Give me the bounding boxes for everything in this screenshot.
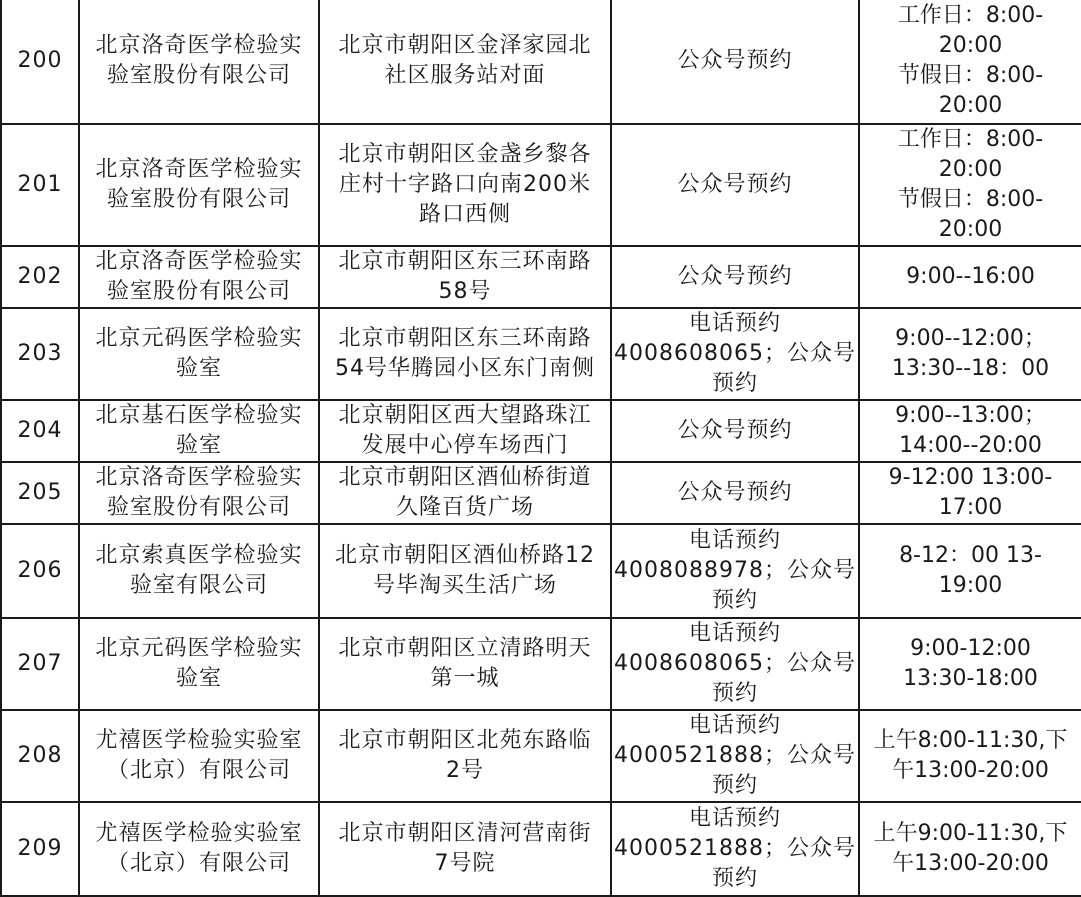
hours-line: 节假日：8:00-: [897, 187, 1044, 212]
row-number: 202: [1, 246, 79, 308]
hours-line: 8-12：00 13-: [899, 543, 1042, 568]
hours-line: 工作日：8:00-: [897, 3, 1044, 28]
booking-line: 电话预约: [688, 713, 781, 738]
booking-line: 4008088978；公众号: [614, 558, 856, 583]
booking-cell: [611, 710, 859, 802]
org-cell: [79, 124, 319, 246]
org-line: （北京）有限公司: [106, 851, 291, 876]
org-line: 尤禧医学检验实验室: [95, 821, 303, 846]
hours-line: 9:00--12:00；: [895, 326, 1046, 351]
address-line: 54号华腾园小区东门南侧: [335, 356, 595, 381]
org-line: 验室股份有限公司: [106, 63, 291, 88]
booking-line: 预约: [711, 681, 758, 706]
booking-cell: [611, 246, 859, 308]
table-row: [1, 246, 1081, 308]
org-line: 尤禧医学检验实验室: [95, 728, 303, 753]
address-line: 北京市朝阳区立清路明天: [338, 636, 592, 661]
booking-cell: [611, 0, 859, 124]
address-line: 北京市朝阳区金泽家园北: [338, 33, 592, 58]
booking-line: 公众号预约: [677, 480, 793, 505]
org-line: 验室有限公司: [129, 573, 268, 598]
booking-line: 4008608065；公众号: [614, 341, 856, 366]
booking-line: 预约: [711, 371, 758, 396]
org-line: 北京基石医学检验实: [95, 403, 303, 428]
org-cell: [79, 400, 319, 462]
org-line: 验室: [175, 433, 222, 458]
booking-line: 预约: [711, 588, 758, 613]
address-line: 2号: [446, 758, 484, 783]
address-cell: [319, 462, 611, 524]
hours-line: 午13:00-20:00: [892, 758, 1049, 783]
row-number: 203: [1, 308, 79, 400]
hours-line: 9:00--16:00: [906, 264, 1035, 289]
hours-line: 13:30--18：00: [891, 356, 1050, 381]
org-cell: [79, 246, 319, 308]
booking-line: 电话预约: [688, 621, 781, 646]
org-cell: [79, 524, 319, 618]
booking-line: 电话预约: [688, 528, 781, 553]
address-cell: [319, 524, 611, 618]
org-line: 北京洛奇医学检验实: [95, 157, 303, 182]
table-row: [1, 124, 1081, 246]
hours-line: 20:00: [938, 157, 1003, 182]
table-row: [1, 710, 1081, 802]
hours-cell: [859, 710, 1081, 802]
table-row: [1, 524, 1081, 618]
booking-cell: [611, 524, 859, 618]
hours-cell: [859, 462, 1081, 524]
hours-line: 午13:00-20:00: [892, 851, 1049, 876]
booking-line: 公众号预约: [677, 48, 793, 73]
address-line: 北京市朝阳区东三环南路: [338, 249, 592, 274]
booking-line: 电话预约: [688, 311, 781, 336]
hours-line: 20:00: [938, 93, 1003, 118]
hours-cell: [859, 802, 1081, 896]
org-cell: [79, 710, 319, 802]
org-line: 北京元码医学检验实: [95, 636, 303, 661]
hours-line: 13:30-18:00: [903, 666, 1038, 691]
hours-cell: [859, 0, 1081, 124]
address-line: 久隆百货广场: [395, 495, 534, 520]
hours-line: 17:00: [938, 495, 1003, 520]
table-row: [1, 618, 1081, 710]
address-line: 发展中心停车场西门: [361, 433, 569, 458]
booking-line: 4000521888；公众号: [614, 743, 856, 768]
org-line: 北京洛奇医学检验实: [95, 33, 303, 58]
org-cell: [79, 308, 319, 400]
hours-cell: [859, 618, 1081, 710]
booking-cell: [611, 462, 859, 524]
org-line: （北京）有限公司: [106, 758, 291, 783]
hours-line: 19:00: [938, 573, 1003, 598]
booking-cell: [611, 400, 859, 462]
address-cell: [319, 246, 611, 308]
address-line: 7号院: [434, 851, 496, 876]
address-line: 北京市朝阳区酒仙桥街道: [338, 465, 592, 490]
org-line: 验室股份有限公司: [106, 187, 291, 212]
booking-line: 4000521888；公众号: [614, 836, 856, 861]
org-cell: [79, 618, 319, 710]
address-cell: [319, 802, 611, 896]
booking-line: 预约: [711, 773, 758, 798]
booking-line: 4008608065；公众号: [614, 651, 856, 676]
hours-cell: [859, 246, 1081, 308]
booking-line: 预约: [711, 866, 758, 891]
address-line: 路口西侧: [418, 202, 511, 227]
hours-line: 工作日：8:00-: [897, 127, 1044, 152]
hours-line: 9-12:00 13:00-: [888, 465, 1053, 490]
row-number: 206: [1, 524, 79, 618]
address-line: 北京市朝阳区清河营南街: [338, 821, 592, 846]
booking-cell: [611, 124, 859, 246]
hours-line: 上午9:00-11:30,下: [873, 821, 1068, 846]
table-row: [1, 400, 1081, 462]
hours-line: 上午8:00-11:30,下: [873, 728, 1068, 753]
org-line: 验室: [175, 356, 222, 381]
hours-cell: [859, 308, 1081, 400]
address-line: 第一城: [430, 666, 500, 691]
table-body: [1, 0, 1081, 896]
org-line: 北京元码医学检验实: [95, 326, 303, 351]
table-row: [1, 308, 1081, 400]
hours-line: 9:00-12:00: [910, 636, 1031, 661]
row-number: 209: [1, 802, 79, 896]
row-number: 205: [1, 462, 79, 524]
org-line: 验室: [175, 666, 222, 691]
address-line: 北京市朝阳区酒仙桥路12: [335, 543, 595, 568]
hours-cell: [859, 124, 1081, 246]
address-line: 号毕淘买生活广场: [372, 573, 557, 598]
row-number: 201: [1, 124, 79, 246]
address-line: 北京市朝阳区金盏乡黎各: [338, 142, 592, 167]
address-cell: [319, 0, 611, 124]
org-line: 验室股份有限公司: [106, 279, 291, 304]
booking-line: 公众号预约: [677, 172, 793, 197]
booking-line: 公众号预约: [677, 264, 793, 289]
address-cell: [319, 618, 611, 710]
hours-cell: [859, 400, 1081, 462]
address-cell: [319, 124, 611, 246]
address-line: 北京朝阳区西大望路珠江: [338, 403, 592, 428]
hours-cell: [859, 524, 1081, 618]
row-number: 208: [1, 710, 79, 802]
org-cell: [79, 462, 319, 524]
address-cell: [319, 710, 611, 802]
org-line: 北京洛奇医学检验实: [95, 465, 303, 490]
org-line: 北京洛奇医学检验实: [95, 249, 303, 274]
org-line: 验室股份有限公司: [106, 495, 291, 520]
booking-line: 公众号预约: [677, 418, 793, 443]
booking-line: 电话预约: [688, 806, 781, 831]
org-cell: [79, 802, 319, 896]
address-cell: [319, 400, 611, 462]
address-cell: [319, 308, 611, 400]
hours-line: 14:00--20:00: [899, 433, 1042, 458]
booking-cell: [611, 308, 859, 400]
address-line: 北京市朝阳区东三环南路: [338, 326, 592, 351]
address-line: 58号: [438, 279, 492, 304]
row-number: 200: [1, 0, 79, 124]
address-line: 社区服务站对面: [384, 63, 546, 88]
row-number: 204: [1, 400, 79, 462]
booking-cell: [611, 802, 859, 896]
hours-line: 节假日：8:00-: [897, 63, 1044, 88]
org-cell: [79, 0, 319, 124]
address-line: 北京市朝阳区北苑东路临: [338, 728, 592, 753]
table-row: [1, 0, 1081, 124]
org-line: 北京索真医学检验实: [95, 543, 303, 568]
row-number: 207: [1, 618, 79, 710]
hours-line: 20:00: [938, 33, 1003, 58]
table-row: [1, 462, 1081, 524]
address-line: 庄村十字路口向南200米: [339, 172, 591, 197]
hours-line: 20:00: [938, 217, 1003, 242]
hours-line: 9:00--13:00；: [895, 403, 1046, 428]
table-row: [1, 802, 1081, 896]
booking-cell: [611, 618, 859, 710]
